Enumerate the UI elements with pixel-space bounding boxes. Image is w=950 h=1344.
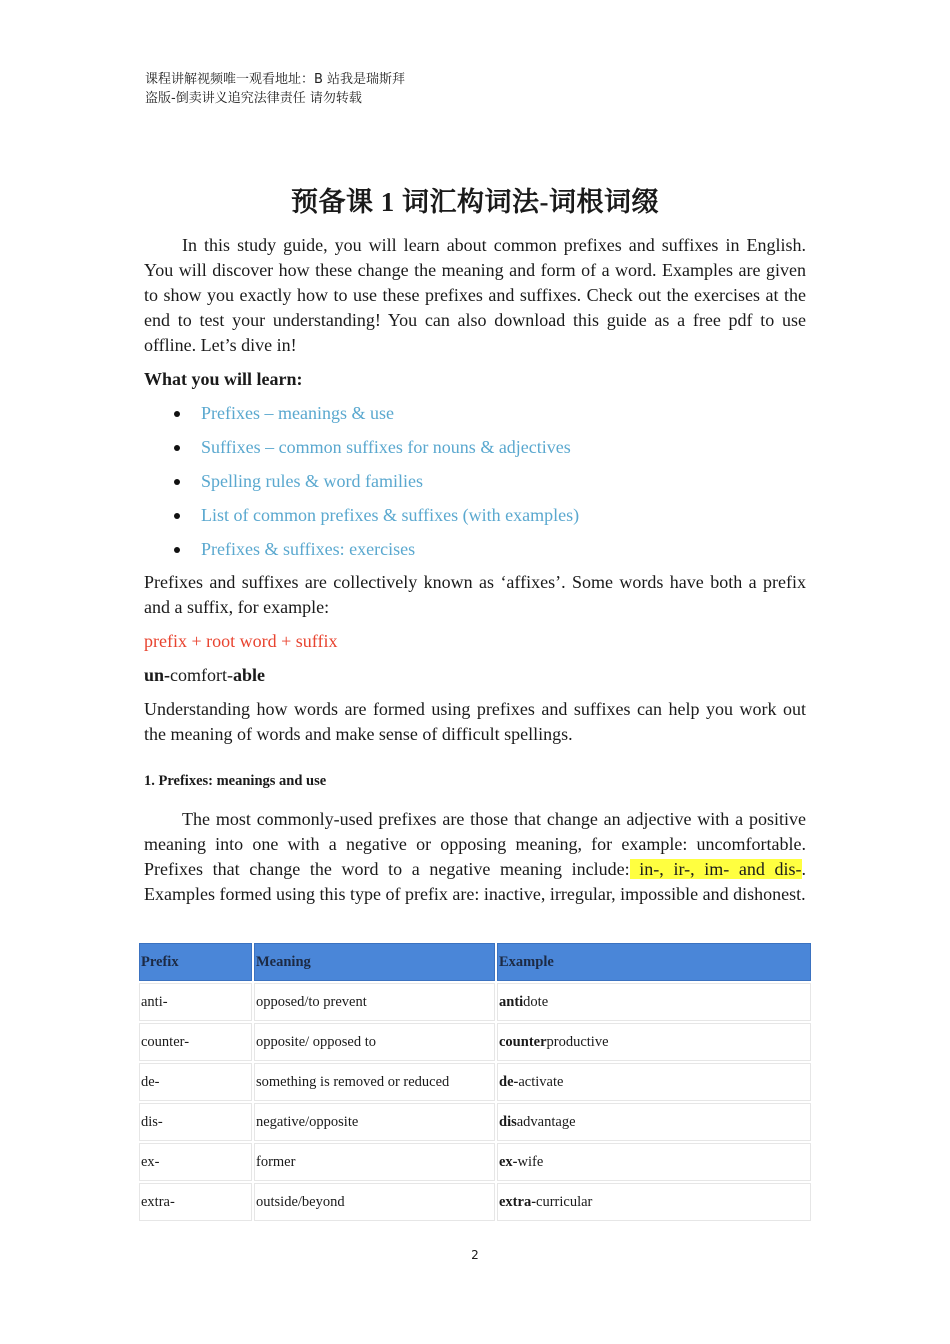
cell-example <box>497 983 811 1021</box>
prefix-text-after: . Examples formed using this type of prefix are: inactive, irregular, impossible and dishonest. <box>144 859 806 904</box>
example-rest: dote <box>523 993 549 1010</box>
example-bold: dis <box>499 1113 517 1130</box>
example-rest: wife <box>517 1153 544 1170</box>
header-example: Example <box>497 943 811 981</box>
cell-prefix: dis- <box>139 1103 252 1141</box>
header-prefix: Prefix <box>139 943 252 981</box>
toc-list <box>144 400 579 570</box>
page-header <box>145 70 405 108</box>
prefix-paragraph <box>144 807 806 907</box>
cell-prefix: de- <box>139 1063 252 1101</box>
example-prefix: un- <box>144 665 171 685</box>
example-root: comfort- <box>170 665 233 685</box>
table-header-row <box>139 943 811 981</box>
example-rest: activate <box>518 1073 564 1090</box>
table-row <box>139 1143 811 1181</box>
cell-prefix: extra- <box>139 1183 252 1221</box>
table-row <box>139 1103 811 1141</box>
table-row <box>139 1063 811 1101</box>
cell-prefix: counter- <box>139 1023 252 1061</box>
cell-meaning: opposite/ opposed to <box>254 1023 495 1061</box>
cell-meaning: opposed/to prevent <box>254 983 495 1021</box>
page-title: 预备课 1 词汇构词法-词根词缀 <box>291 187 659 217</box>
example-rest: curricular <box>536 1193 593 1210</box>
cell-meaning: something is removed or reduced <box>254 1063 495 1101</box>
formula-line: prefix + root word + suffix <box>144 631 338 651</box>
cell-example <box>497 1063 811 1101</box>
example-rest: advantage <box>516 1113 576 1130</box>
example-bold: counter <box>499 1033 547 1050</box>
prefix-text-before: The most commonly-used prefixes are those that change an adjective with a positive meaning into one with a negative or opposing meaning, for example: uncomfortable. Prefixes that change the word to a negative meaning include: <box>144 809 806 879</box>
cell-example <box>497 1023 811 1061</box>
toc-link-list[interactable]: List of common prefixes & suffixes (with examples) <box>144 502 579 536</box>
toc-link-suffixes[interactable]: Suffixes – common suffixes for nouns & adjectives <box>144 434 579 468</box>
cell-prefix: anti- <box>139 983 252 1021</box>
cell-meaning: former <box>254 1143 495 1181</box>
section-1-heading: 1. Prefixes: meanings and use <box>144 773 327 789</box>
header-line-1: 课程讲解视频唯一观看地址：B 站我是瑞斯拜 <box>145 72 406 87</box>
table-row <box>139 983 811 1021</box>
page-number: 2 <box>471 1248 479 1262</box>
cell-example <box>497 1143 811 1181</box>
header-line-2: 盗版-倒卖讲义追究法律责任 请勿转载 <box>145 91 362 106</box>
affix-paragraph: Prefixes and suffixes are collectively known as ‘affixes’. Some words have both a prefix and a suffix, for example: <box>144 572 806 617</box>
example-rest: productive <box>546 1033 609 1050</box>
toc-link-spelling[interactable]: Spelling rules & word families <box>144 468 579 502</box>
cell-example <box>497 1183 811 1221</box>
table-row <box>139 1023 811 1061</box>
example-suffix: able <box>233 665 266 685</box>
example-word <box>144 663 806 688</box>
example-bold: anti <box>499 993 524 1010</box>
example-bold: extra- <box>499 1193 537 1210</box>
intro-paragraph: In this study guide, you will learn about common prefixes and suffixes in English. You will discover how these change the meaning and form of a word. Examples are given to show you exactly how to use these prefixes and suffixes. Check out the exercises at the end to test your understanding! You can also download this guide as a free pdf to use offline. Let’s dive in! <box>144 235 806 355</box>
cell-meaning: negative/opposite <box>254 1103 495 1141</box>
prefix-highlight: in-, ir-, im- and dis- <box>629 859 802 879</box>
toc-link-exercises[interactable]: Prefixes & suffixes: exercises <box>144 536 579 570</box>
learn-heading: What you will learn: <box>144 369 303 389</box>
header-meaning: Meaning <box>254 943 495 981</box>
cell-meaning: outside/beyond <box>254 1183 495 1221</box>
toc-link-prefixes[interactable]: Prefixes – meanings & use <box>144 400 579 434</box>
example-bold: de- <box>499 1073 519 1090</box>
table-row <box>139 1183 811 1221</box>
cell-example <box>497 1103 811 1141</box>
example-bold: ex- <box>499 1153 518 1170</box>
cell-prefix: ex- <box>139 1143 252 1181</box>
prefix-table <box>137 941 813 1223</box>
understanding-paragraph: Understanding how words are formed using prefixes and suffixes can help you work out the meaning of words and make sense of difficult spellings. <box>144 699 806 744</box>
